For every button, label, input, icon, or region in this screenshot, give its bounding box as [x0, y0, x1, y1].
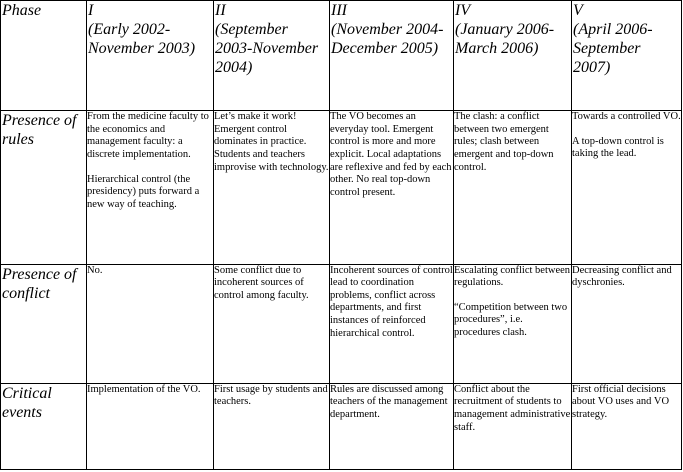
table-cell: [214, 264, 330, 383]
phase-header-3: [330, 1, 454, 111]
row-label-cell: [1, 383, 87, 469]
cell-paragraph: Hierarchical control (the presidency) puts forward a new way of teaching.: [87, 173, 200, 210]
phase-dates: (April 2006-September 2007): [573, 21, 653, 76]
phase-header-4: [454, 1, 572, 111]
phase-header-5: [572, 1, 682, 111]
phase-label: Phase: [2, 2, 42, 19]
phase-header-1: [87, 1, 214, 111]
phase-dates: (Early 2002-November 2003): [88, 21, 196, 57]
table-cell: [454, 264, 572, 383]
cell-paragraph: Rules are discussed among teachers of the management department.: [330, 383, 448, 420]
cell-paragraph: Implementation of the VO.: [87, 383, 201, 395]
table-cell: [330, 383, 454, 469]
phase-numeral: IV: [455, 2, 471, 19]
phase-numeral: I: [88, 2, 94, 19]
cell-paragraph: Decreasing conflict and dyschronies.: [572, 264, 672, 289]
row-label-cell: [1, 264, 87, 383]
table-row: [1, 383, 682, 469]
table-cell: [572, 111, 682, 264]
cell-paragraph: “Competition between two procedures”, i.e. procedures clash.: [454, 301, 568, 338]
cell-paragraph: Escalating conflict between regulations.: [454, 264, 571, 289]
phase-numeral: V: [573, 2, 583, 19]
table-cell: [330, 264, 454, 383]
phase-header-2: [214, 1, 330, 111]
table-cell: [330, 111, 454, 264]
cell-paragraph: Let’s make it work! Emergent control dominates in practice. Students and teachers improvise with technology.: [214, 111, 329, 173]
table-cell: [454, 383, 572, 469]
cell-paragraph: First usage by students and teachers.: [214, 383, 328, 408]
table-cell: [214, 111, 330, 264]
row-label: Presence of rules: [2, 112, 77, 149]
table-cell: [572, 383, 682, 469]
table-cell: [454, 111, 572, 264]
row-label-cell: [1, 111, 87, 264]
table-cell: [214, 383, 330, 469]
table-cell: [87, 383, 214, 469]
row-label: Critical events: [2, 384, 52, 421]
phase-numeral: III: [331, 2, 347, 19]
table-cell: [87, 264, 214, 383]
phase-label-cell: [1, 1, 87, 111]
cell-paragraph: No.: [87, 264, 103, 276]
phase-dates: (September 2003-November 2004): [215, 21, 323, 76]
table-cell: [87, 111, 214, 264]
table-row: [1, 111, 682, 264]
cell-paragraph: Conflict about the recruitment of students to management administrative staff.: [454, 383, 571, 433]
table-cell: [572, 264, 682, 383]
cell-paragraph: A top-down control is taking the lead.: [572, 135, 664, 160]
cell-paragraph: Incoherent sources of control lead to coordination problems, conflict across departments, and first instances of reinforced hierarchical control.: [330, 264, 453, 339]
cell-paragraph: First official decisions about VO uses and VO strategy.: [572, 383, 670, 420]
phase-dates: (November 2004-December 2005): [331, 21, 444, 57]
cell-paragraph: The clash: a conflict between two emergent rules; clash between emergent and top-down control.: [454, 111, 554, 173]
table-row: [1, 264, 682, 383]
phase-numeral: II: [215, 2, 226, 19]
cell-paragraph: The VO becomes an everyday tool. Emergent control is more and more explicit. Local adaptations are reflexive and fed by each other. No real top-down control present.: [330, 111, 452, 198]
row-label: Presence of conflict: [2, 265, 77, 302]
cell-paragraph: Some conflict due to incoherent sources of control among faculty.: [214, 264, 309, 301]
cell-paragraph: Towards a controlled VO.: [572, 111, 681, 123]
phase-dates: (January 2006-March 2006): [455, 21, 555, 57]
cell-paragraph: From the medicine faculty to the economics and management faculty: a discrete implementation.: [87, 111, 209, 161]
header-row: [1, 1, 682, 111]
